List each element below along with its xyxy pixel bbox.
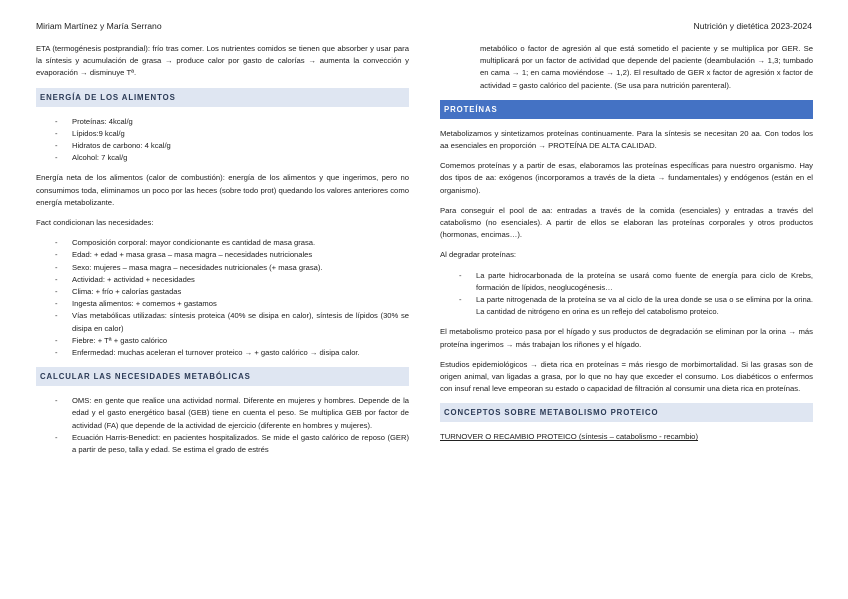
list-item: - Sexo: mujeres – masa magra – necesidades nutricionales (+ masa grasa). (36, 262, 409, 274)
proteins-paragraph-5: Estudios epidemiológicos → dieta rica en proteínas = más riesgo de morbimortalidad. Si las grasas son de origen animal, van ligadas a grasa, por lo que no hay que exceder el consumo. Los diabéticos o enfermos con insuf renal leve empeoran su estado o capacidad de filtración al consumir una dieta rica en proteínas. (440, 359, 813, 394)
calc-list (36, 395, 409, 456)
energy-section-heading: ENERGÍA DE LOS ALIMENTOS (36, 88, 409, 107)
list-item: - Proteínas: 4kcal/g (36, 116, 409, 128)
list-item: - OMS: en gente que realice una actividad normal. Diferente en mujeres y hombres. Depende de la edad y el gasto energético basal (GEB) tiene en cuenta el peso. Se multiplica GEB por factor de actividad (FA) que depende de la actividad de ejercicio (diferente en hombres y mujeres). (36, 395, 409, 432)
list-item: - La parte hidrocarbonada de la proteína se usará como fuente de energía para ciclo de Krebs, formación de lípidos, neoglucogénesis… (440, 270, 813, 294)
factors-list (36, 237, 409, 359)
list-item: - Alcohol: 7 kcal/g (36, 152, 409, 164)
proteins-paragraph-4: El metabolismo proteico pasa por el hígado y sus productos de degradación se eliminan por la orina → más proteína ingerimos → más trabajan los riñones y el hígado. (440, 327, 813, 349)
list-item: - Actividad: + actividad + necesidades (36, 274, 409, 286)
energy-list (36, 116, 409, 165)
list-item: - Enfermedad: muchas aceleran el turnover proteico → + gasto calórico → disipa calor. (36, 347, 409, 359)
list-item: - Edad: + edad + masa grasa – masa magra – necesidades nutricionales (36, 249, 409, 261)
list-item: - Hidratos de carbono: 4 kcal/g (36, 140, 409, 152)
list-item: - Ecuación Harris-Benedict: en pacientes hospitalizados. Se mide el gasto calórico de reposo (GER) a partir de peso, talla y edad. Se estima el grado de estrés (36, 432, 409, 456)
degrade-intro: Al degradar proteínas: (440, 250, 517, 260)
net-energy-paragraph: Energía neta de los alimentos (calor de combustión): energía de los alimentos y que ingerimos, pero no consumimos toda, eliminamos un poco por las heces (sobre todo prot) quedando los valores anteriores como energía metabolizante. (36, 173, 409, 207)
list-item: - Ingesta alimentos: + comemos + gastamos (36, 298, 409, 310)
factors-intro: Fact condicionan las necesidades: (36, 218, 154, 228)
proteins-section-heading: PROTEÍNAS (440, 100, 813, 119)
list-item: - Lípidos:9 kcal/g (36, 128, 409, 140)
right-column (440, 43, 813, 452)
turnover-subheading: TURNOVER O RECAMBIO PROTEICO (síntesis – catabolismo - recambio) (440, 432, 699, 442)
header-authors: Miriam Martínez y María Serrano (36, 21, 162, 31)
proteins-paragraph-3: Para conseguir el pool de aa: entradas a través de la comida (esenciales) y entradas a través del catabolismo (no esenciales). A partir de ellos se elaboran las proteínas corporales y otros productos (hormonas, encimas…). (440, 205, 813, 240)
concepts-section-heading: CONCEPTOS SOBRE METABOLISMO PROTEICO (440, 403, 813, 422)
left-column (36, 43, 409, 464)
calc-section-heading: CALCULAR LAS NECESIDADES METABÓLICAS (36, 367, 409, 386)
eta-paragraph: ETA (termogénesis postprandial): frío tras comer. Los nutrientes comidos se tienen que absorber y usar para la síntesis y acumulación de grasa → produce calor por gasto de calorías → aumenta la convección y evaporación → disminuye Tª. (36, 44, 409, 78)
list-item: - Composición corporal: mayor condicionante es cantidad de masa grasa. (36, 237, 409, 249)
proteins-paragraph-2: Comemos proteínas y a partir de esas, elaboramos las proteínas específicas para nuestro organismo. Hay dos tipos de aa: exógenos (incorporamos a través de la dieta → fundamentales) y endógenos (están en el organismo). (440, 161, 813, 195)
continuation-paragraph: metabólico o factor de agresión al que está sometido el paciente y se multiplica por GER. Se multiplicará por un factor de actividad que depende del paciente (deambulación → 1,3; tumbado en cama → 1; en cama moviéndose → 1,2). El resultado de GER x factor de agresión x factor de actividad = gasto calórico del paciente. (Se usa para nutrición parenteral). (480, 44, 813, 90)
list-item: - Vías metabólicas utilizadas: síntesis proteica (40% se disipa en calor), síntesis de lípidos (30% se disipa en calor) (36, 310, 409, 334)
proteins-paragraph-1: Metabolizamos y sintetizamos proteínas continuamente. Para la síntesis se necesitan 20 aa. Con todos los aa esenciales en proporción → PROTEÍNA DE ALTA CALIDAD. (440, 128, 813, 151)
list-item: - Clima: + frío + calorías gastadas (36, 286, 409, 298)
list-item: - La parte nitrogenada de la proteína se va al ciclo de la urea donde se usa o se elimina por la orina. La cantidad de nitrógeno en orina es un reflejo del catabolismo proteico. (440, 294, 813, 318)
header-course: Nutrición y dietética 2023-2024 (693, 21, 812, 31)
list-item: - Fiebre: + Tª + gasto calórico (36, 335, 409, 347)
degrade-list (440, 270, 813, 319)
